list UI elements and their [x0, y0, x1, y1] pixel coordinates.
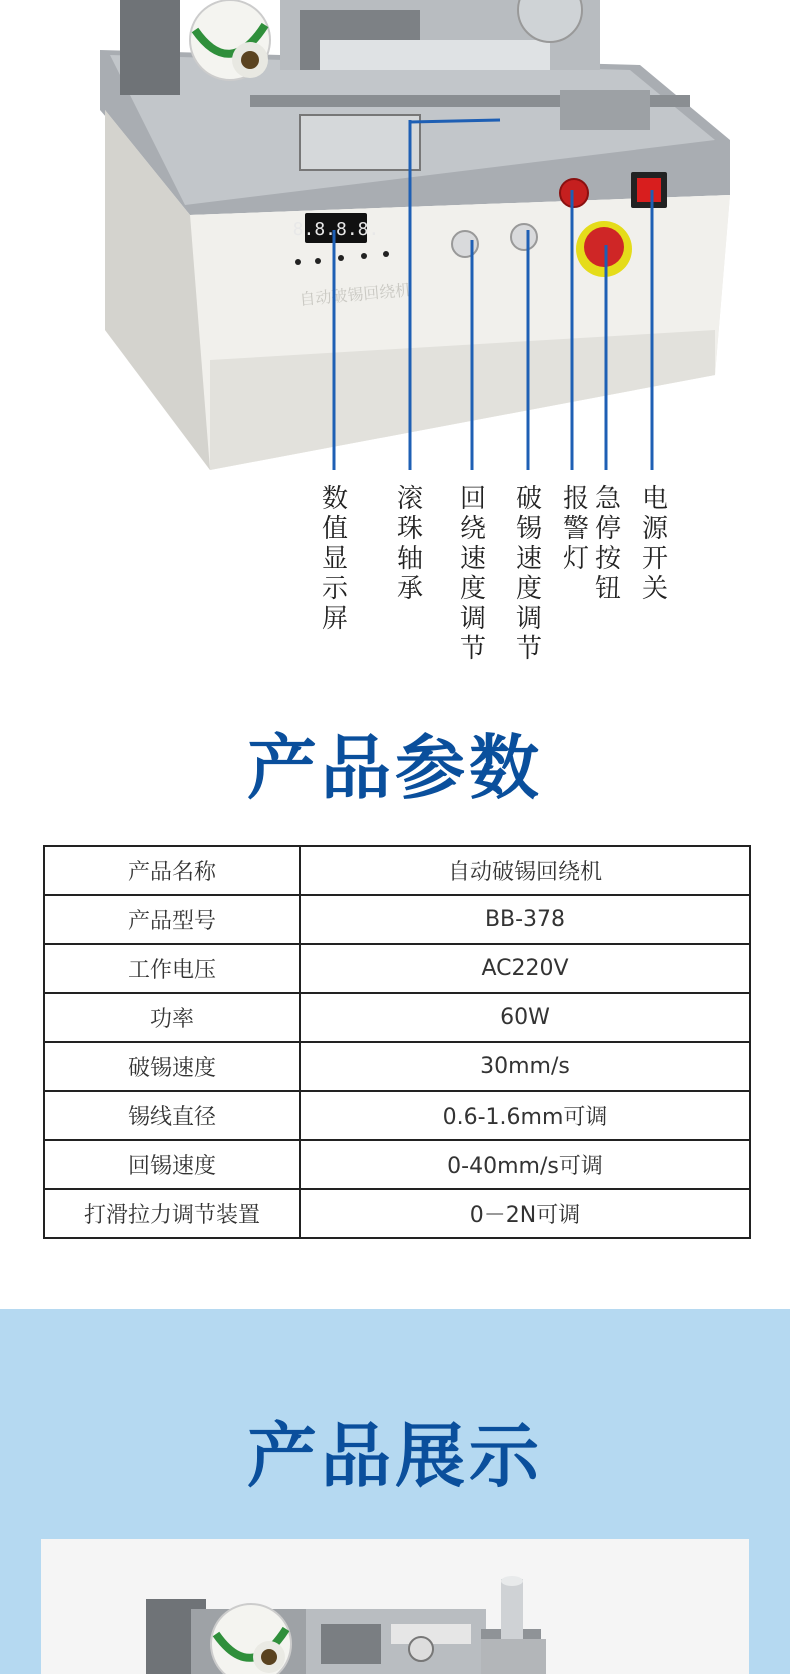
param-key: 功率	[44, 993, 300, 1042]
callout-alarm-light: 报警灯	[562, 484, 589, 574]
table-row	[44, 846, 750, 895]
callout-display-screen: 数值显示屏	[321, 484, 348, 634]
callout-break-speed: 破锡速度调节	[515, 484, 542, 664]
param-key: 工作电压	[44, 944, 300, 993]
table-row	[44, 1091, 750, 1140]
product-photo-image	[41, 1539, 749, 1674]
table-row	[44, 993, 750, 1042]
table-row	[44, 895, 750, 944]
param-key: 产品名称	[44, 846, 300, 895]
param-key: 破锡速度	[44, 1042, 300, 1091]
param-value: 60W	[300, 993, 750, 1042]
param-key: 回锡速度	[44, 1140, 300, 1189]
table-row	[44, 944, 750, 993]
param-value: 30mm/s	[300, 1042, 750, 1091]
showcase-title: 产品展示	[247, 1415, 543, 1497]
param-value: BB-378	[300, 895, 750, 944]
display-readout: 8.8.8.8.	[292, 219, 380, 240]
param-value: AC220V	[300, 944, 750, 993]
param-key: 打滑拉力调节装置	[44, 1189, 300, 1238]
table-row	[44, 1189, 750, 1238]
callout-ball-bearing: 滚珠轴承	[396, 484, 423, 604]
callout-power-switch: 电源开关	[641, 484, 668, 604]
params-title: 产品参数	[247, 727, 543, 809]
param-key: 锡线直径	[44, 1091, 300, 1140]
param-value: 自动破锡回绕机	[300, 846, 750, 895]
callout-rewind-speed: 回绕速度调节	[459, 484, 486, 664]
panel-brand-text: 自动破锡回绕机	[298, 280, 412, 309]
product-photo	[41, 1539, 749, 1674]
param-value: 0－2N可调	[300, 1189, 750, 1238]
param-value: 0-40mm/s可调	[300, 1140, 750, 1189]
table-row	[44, 1140, 750, 1189]
param-value: 0.6-1.6mm可调	[300, 1091, 750, 1140]
table-row	[44, 1042, 750, 1091]
params-table	[43, 845, 751, 1239]
callout-emergency-stop: 急停按钮	[594, 484, 621, 604]
param-key: 产品型号	[44, 895, 300, 944]
